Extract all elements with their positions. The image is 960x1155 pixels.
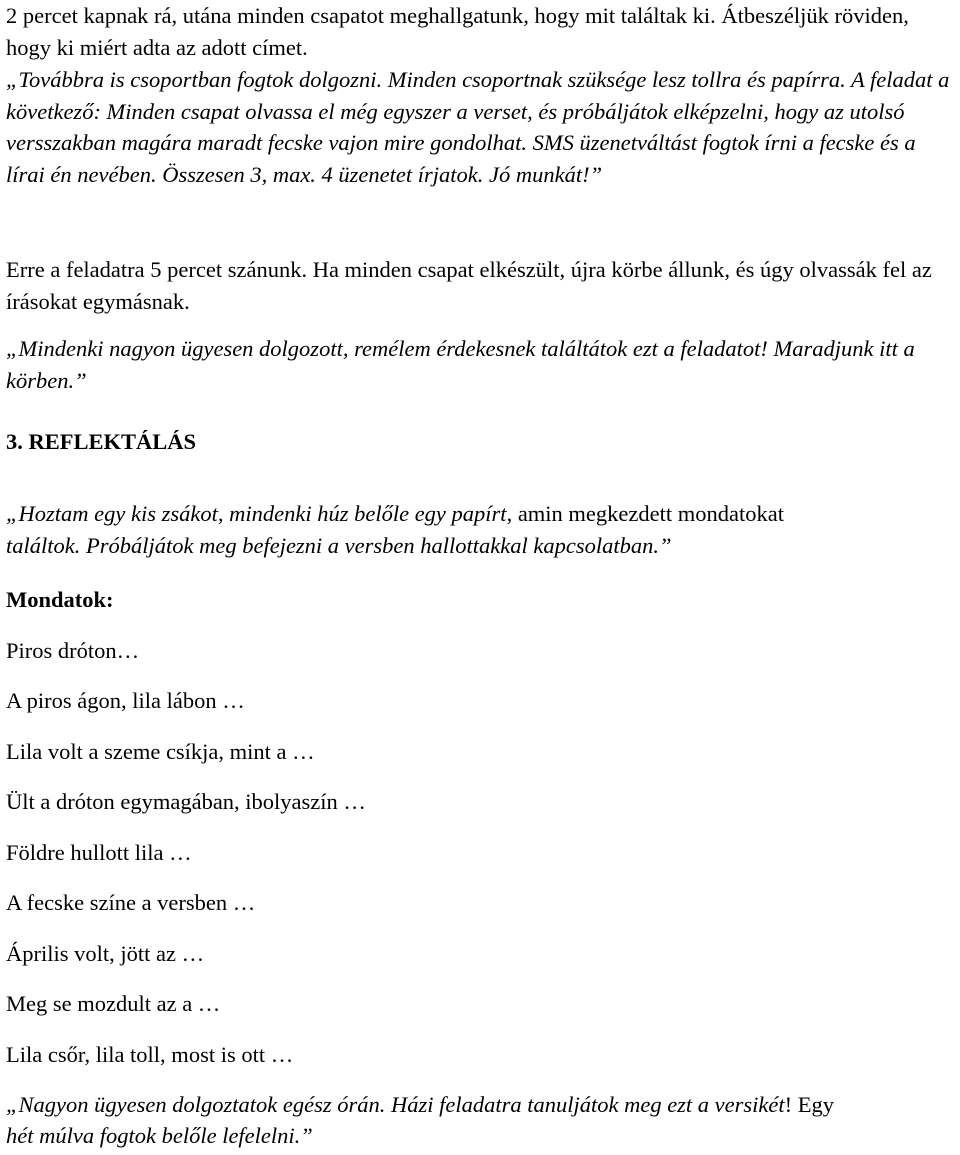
sentence-item: Meg se mozdult az a … <box>6 991 221 1016</box>
paragraph-praise: „Mindenki nagyon ügyesen dolgozott, remélem érdekesnek találtátok ezt a feladatot! Maradjunk itt a körben.” <box>6 336 915 393</box>
sack-text-italic: „Hoztam egy kis zsákot, mindenki húz belőle egy papírt <box>6 501 507 526</box>
paragraph-sack-line1 <box>6 499 784 529</box>
sentence-item: Lila volt a szeme csíkja, mint a … <box>6 739 315 764</box>
sentence-item: Lila csőr, lila toll, most is ott … <box>6 1042 294 1067</box>
sentence-item: Április volt, jött az … <box>6 941 205 966</box>
sentence-item: Földre hullott lila … <box>6 840 192 865</box>
closing-text-normal: ! Egy <box>784 1092 835 1117</box>
sentence-item: Piros dróton… <box>6 638 140 663</box>
sentence-item: A piros ágon, lila lábon … <box>6 688 245 713</box>
sentence-item: Ült a dróton egymagában, ibolyaszín … <box>6 789 366 814</box>
paragraph-sack-line2: találtok. Próbáljátok meg befejezni a versben hallottakkal kapcsolatban.” <box>6 533 672 558</box>
paragraph-task-instructions: „Továbbra is csoportban fogtok dolgozni. Minden csoportnak szüksége lesz tollra és papírra. A feladat a következő: Minden csapat olvassa el még egyszer a verset, és próbáljátok elképzelni, hogy az utolsó versszakban magára maradt fecske vajon mire gondolhat. SMS üzenetváltást fogtok írni a fecske és a lírai én nevében. Összesen 3, max. 4 üzenetet írjatok. Jó munkát!” <box>6 67 950 187</box>
sack-text-normal: , amin megkezdett mondatokat <box>506 501 784 526</box>
sentence-item: A fecske színe a versben … <box>6 890 256 915</box>
sentences-label: Mondatok: <box>6 587 114 612</box>
section-heading: 3. REFLEKTÁLÁS <box>6 429 197 454</box>
paragraph-time: Erre a feladatra 5 percet szánunk. Ha minden csapat elkészült, újra körbe állunk, és úgy olvassák fel az írásokat egymásnak. <box>6 257 932 314</box>
closing-line2: hét múlva fogtok belőle lefelelni.” <box>6 1123 313 1148</box>
closing-text-italic: „Nagyon ügyesen dolgoztatok egész órán. Házi feladatra tanuljátok meg ezt a versikét <box>6 1092 785 1117</box>
paragraph-intro: 2 percet kapnak rá, utána minden csapatot meghallgatunk, hogy mit találtak ki. Átbeszéljük röviden, hogy ki miért adta az adott címet. <box>6 3 909 60</box>
closing-line1 <box>6 1090 834 1120</box>
